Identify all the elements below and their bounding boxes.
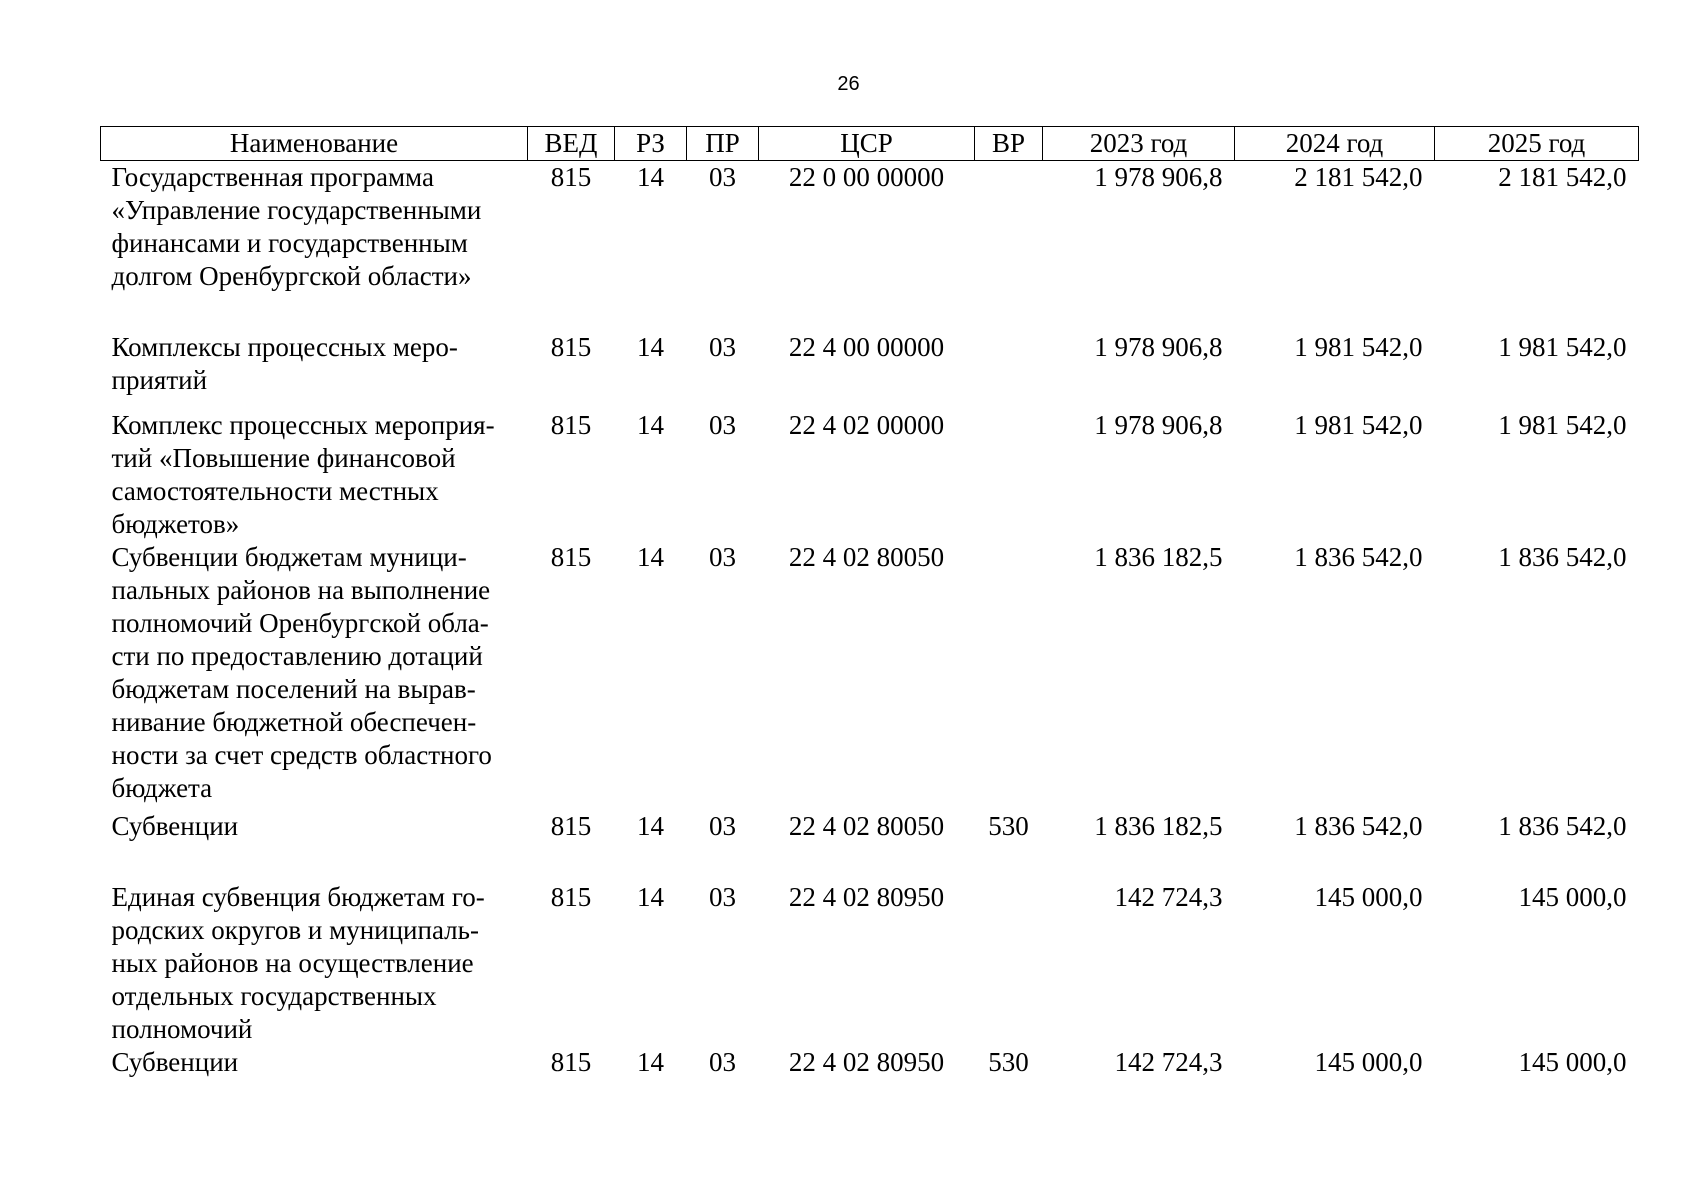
row-2025: 145 000,0 xyxy=(1518,882,1627,912)
row-vr: 530 xyxy=(988,1047,1029,1077)
row-rz: 14 xyxy=(637,542,664,572)
row-pr: 03 xyxy=(709,811,736,841)
row-name: Субвенции бюджетам муници-пальных районов на выполнение полномочий Оренбургской обла-сти по предоставлению дотаций бюджетам поселений на вырав-нивание бюджетной обеспечен-ности за счет средств областного бюджета xyxy=(111,542,492,803)
header-2023: 2023 год xyxy=(1043,127,1235,161)
row-name: Комплексы процессных меро-приятий xyxy=(111,332,458,395)
header-2025: 2025 год xyxy=(1435,127,1639,161)
row-2023: 1 978 906,8 xyxy=(1094,162,1223,192)
row-ved: 815 xyxy=(550,332,592,362)
header-2024: 2024 год xyxy=(1235,127,1435,161)
row-csr: 22 4 02 00000 xyxy=(788,410,945,440)
row-pr: 03 xyxy=(709,542,736,572)
table-row xyxy=(101,1046,1639,1079)
header-row xyxy=(101,127,1639,161)
table-body xyxy=(101,161,1639,1080)
row-ved: 815 xyxy=(550,162,592,192)
row-rz: 14 xyxy=(637,162,664,192)
row-2024: 2 181 542,0 xyxy=(1294,162,1423,192)
row-vr xyxy=(975,881,1043,1046)
row-2025: 2 181 542,0 xyxy=(1498,162,1627,192)
row-csr: 22 4 02 80050 xyxy=(788,811,945,841)
table-row xyxy=(101,541,1639,810)
row-2025: 1 836 542,0 xyxy=(1498,811,1627,841)
row-ved: 815 xyxy=(550,410,592,440)
table-row xyxy=(101,161,1639,332)
row-2023: 1 978 906,8 xyxy=(1094,332,1223,362)
header-rz: РЗ xyxy=(615,127,687,161)
row-2023: 1 836 182,5 xyxy=(1094,542,1223,572)
row-csr: 22 4 02 80050 xyxy=(788,542,945,572)
row-rz: 14 xyxy=(637,410,664,440)
row-2025: 1 981 542,0 xyxy=(1498,332,1627,362)
row-2023: 1 978 906,8 xyxy=(1094,410,1223,440)
row-2023: 142 724,3 xyxy=(1114,882,1223,912)
row-pr: 03 xyxy=(709,1047,736,1077)
table-header xyxy=(101,127,1639,161)
row-rz: 14 xyxy=(637,332,664,362)
row-name: Субвенции xyxy=(111,1047,239,1077)
row-2023: 1 836 182,5 xyxy=(1094,811,1223,841)
row-2024: 145 000,0 xyxy=(1314,1047,1423,1077)
header-ved: ВЕД xyxy=(528,127,615,161)
row-2024: 1 981 542,0 xyxy=(1294,332,1423,362)
row-name: Субвенции xyxy=(111,811,239,841)
header-vr: ВР xyxy=(975,127,1043,161)
budget-table xyxy=(100,126,1639,1079)
row-rz: 14 xyxy=(637,1047,664,1077)
row-csr: 22 4 02 80950 xyxy=(788,882,945,912)
row-2024: 1 836 542,0 xyxy=(1294,811,1423,841)
row-csr: 22 4 00 00000 xyxy=(788,332,945,362)
table-row xyxy=(101,881,1639,1046)
row-name: Государственная программа «Управление государственными финансами и государственным долгом Оренбургской области» xyxy=(111,162,482,291)
row-pr: 03 xyxy=(709,162,736,192)
row-vr xyxy=(975,409,1043,541)
row-vr xyxy=(975,331,1043,409)
row-name: Единая субвенция бюджетам го-родских округов и муниципаль-ных районов на осуществление отдельных государственных полномочий xyxy=(111,882,485,1044)
row-ved: 815 xyxy=(550,1047,592,1077)
row-2025: 1 836 542,0 xyxy=(1498,542,1627,572)
row-2024: 1 981 542,0 xyxy=(1294,410,1423,440)
row-name: Комплекс процессных мероприя-тий «Повышение финансовой самостоятельности местных бюджетов» xyxy=(111,410,495,539)
row-2024: 145 000,0 xyxy=(1314,882,1423,912)
row-pr: 03 xyxy=(709,332,736,362)
table-row xyxy=(101,409,1639,541)
page-number: 26 xyxy=(837,73,860,95)
row-csr: 22 0 00 00000 xyxy=(788,162,945,192)
row-ved: 815 xyxy=(550,542,592,572)
row-pr: 03 xyxy=(709,410,736,440)
table-row xyxy=(101,331,1639,409)
row-vr xyxy=(975,161,1043,332)
row-2025: 145 000,0 xyxy=(1518,1047,1627,1077)
row-csr: 22 4 02 80950 xyxy=(788,1047,945,1077)
row-rz: 14 xyxy=(637,882,664,912)
row-rz: 14 xyxy=(637,811,664,841)
header-pr: ПР xyxy=(687,127,759,161)
header-csr: ЦСР xyxy=(759,127,975,161)
row-2024: 1 836 542,0 xyxy=(1294,542,1423,572)
row-pr: 03 xyxy=(709,882,736,912)
row-vr: 530 xyxy=(988,811,1029,841)
row-2023: 142 724,3 xyxy=(1114,1047,1223,1077)
table-row xyxy=(101,810,1639,881)
row-ved: 815 xyxy=(550,882,592,912)
row-2025: 1 981 542,0 xyxy=(1498,410,1627,440)
row-ved: 815 xyxy=(550,811,592,841)
header-name: Наименование xyxy=(101,127,528,161)
row-vr xyxy=(975,541,1043,810)
